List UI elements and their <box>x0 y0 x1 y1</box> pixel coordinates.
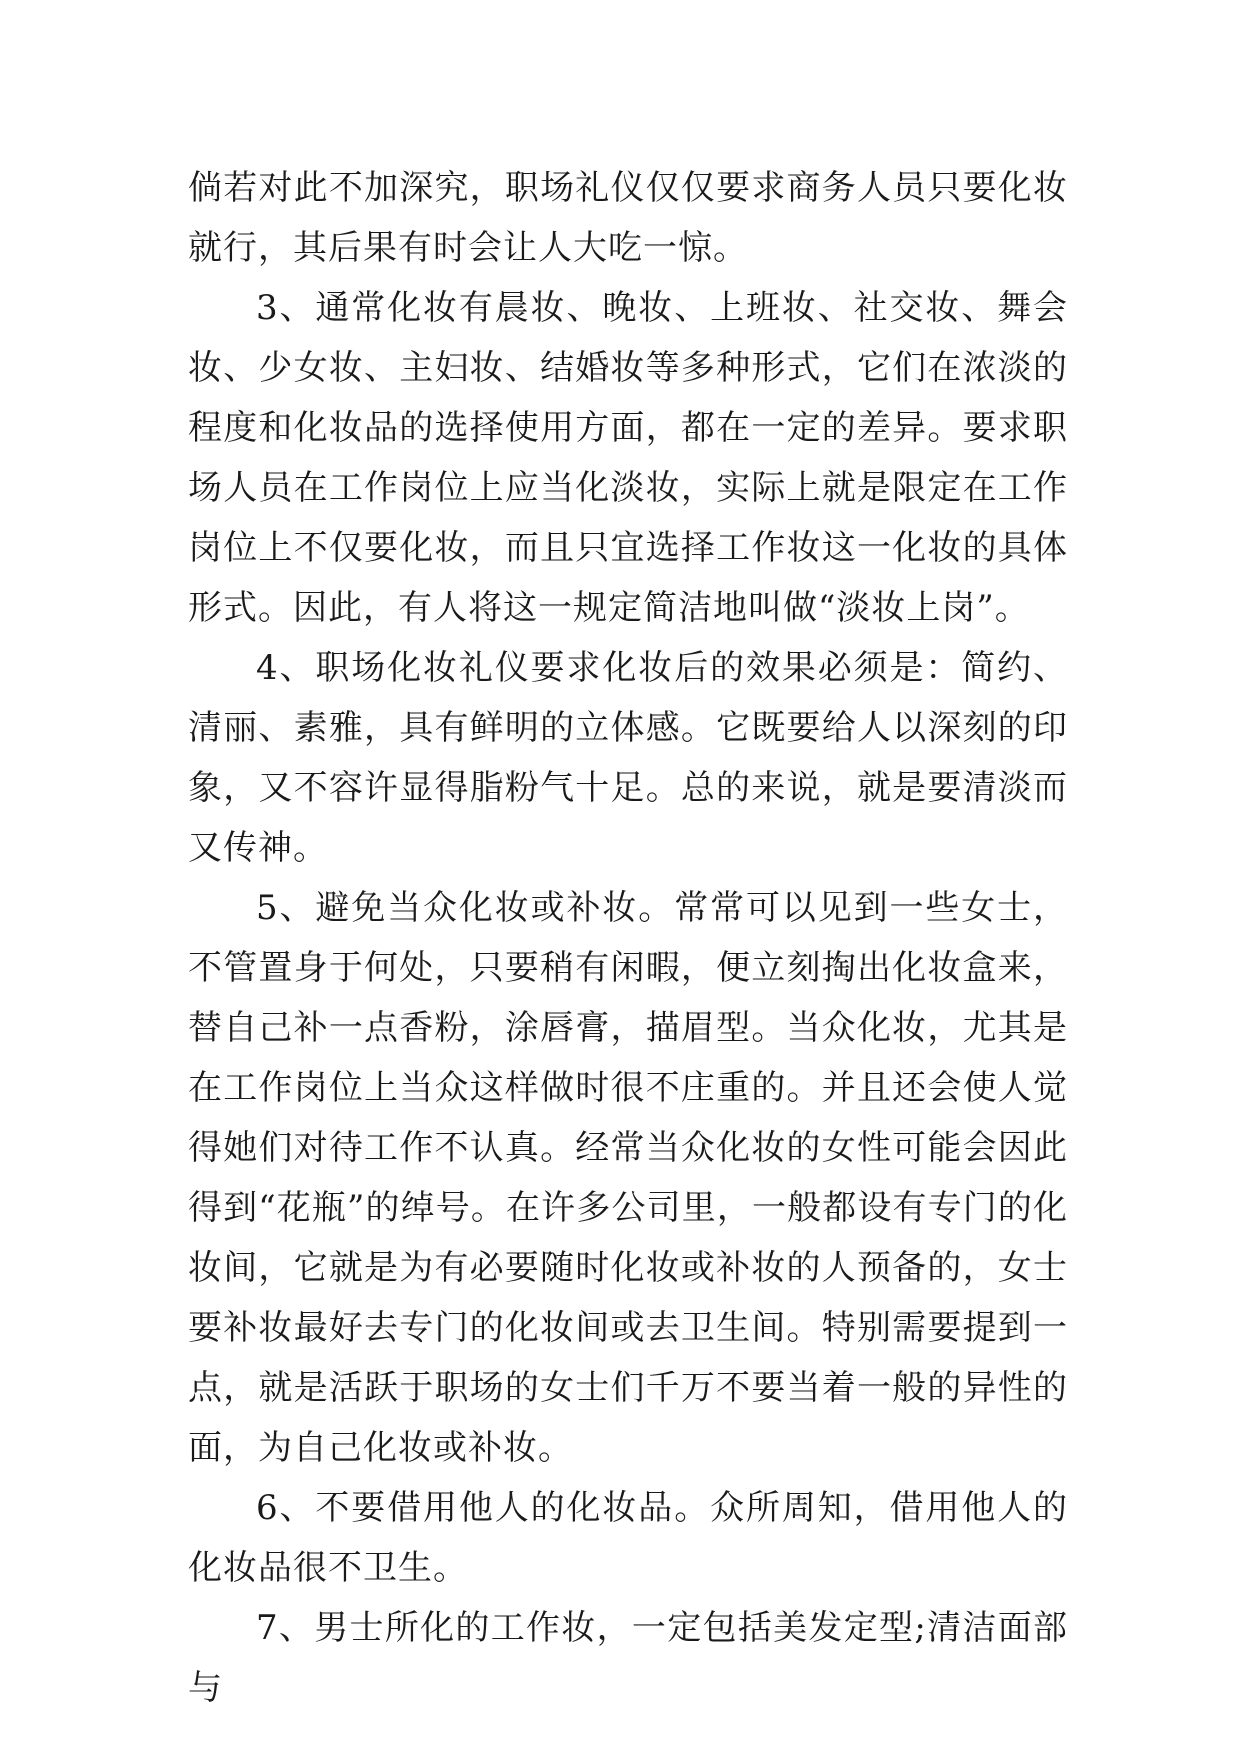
paragraph-6: 6、不要借用他人的化妆品。众所周知，借用他人的化妆品很不卫生。 <box>188 1488 1068 1588</box>
paragraph-intro: 倘若对此不加深究，职场礼仪仅仅要求商务人员只要化妆就行，其后果有时会让人大吃一惊。 <box>188 168 1068 268</box>
paragraph-7: 7、男士所化的工作妆，一定包括美发定型;清洁面部与 <box>188 1608 1068 1708</box>
paragraph-5: 5、避免当众化妆或补妆。常常可以见到一些女士，不管置身于何处，只要稍有闲暇，便立刻掏出化妆盒来，替自己补一点香粉，涂唇膏，描眉型。当众化妆，尤其是在工作岗位上当众这样做时很不庄重的。并且还会使人觉得她们对待工作不认真。经常当众化妆的女性可能会因此得到“花瓶”的绰号。在许多公司里，一般都设有专门的化妆间，它就是为有必要随时化妆或补妆的人预备的，女士要补妆最好去专门的化妆间或去卫生间。特别需要提到一点，就是活跃于职场的女士们千万不要当着一般的异性的面，为自己化妆或补妆。 <box>188 888 1068 1468</box>
document-body <box>188 158 1068 1718</box>
paragraph-3: 3、通常化妆有晨妆、晚妆、上班妆、社交妆、舞会妆、少女妆、主妇妆、结婚妆等多种形式，它们在浓淡的程度和化妆品的选择使用方面，都在一定的差异。要求职场人员在工作岗位上应当化淡妆，实际上就是限定在工作岗位上不仅要化妆，而且只宜选择工作妆这一化妆的具体形式。因此，有人将这一规定简洁地叫做“淡妆上岗”。 <box>188 288 1068 628</box>
paragraph-4: 4、职场化妆礼仪要求化妆后的效果必须是：简约、清丽、素雅，具有鲜明的立体感。它既要给人以深刻的印象，又不容许显得脂粉气十足。总的来说，就是要清淡而又传神。 <box>188 648 1068 868</box>
